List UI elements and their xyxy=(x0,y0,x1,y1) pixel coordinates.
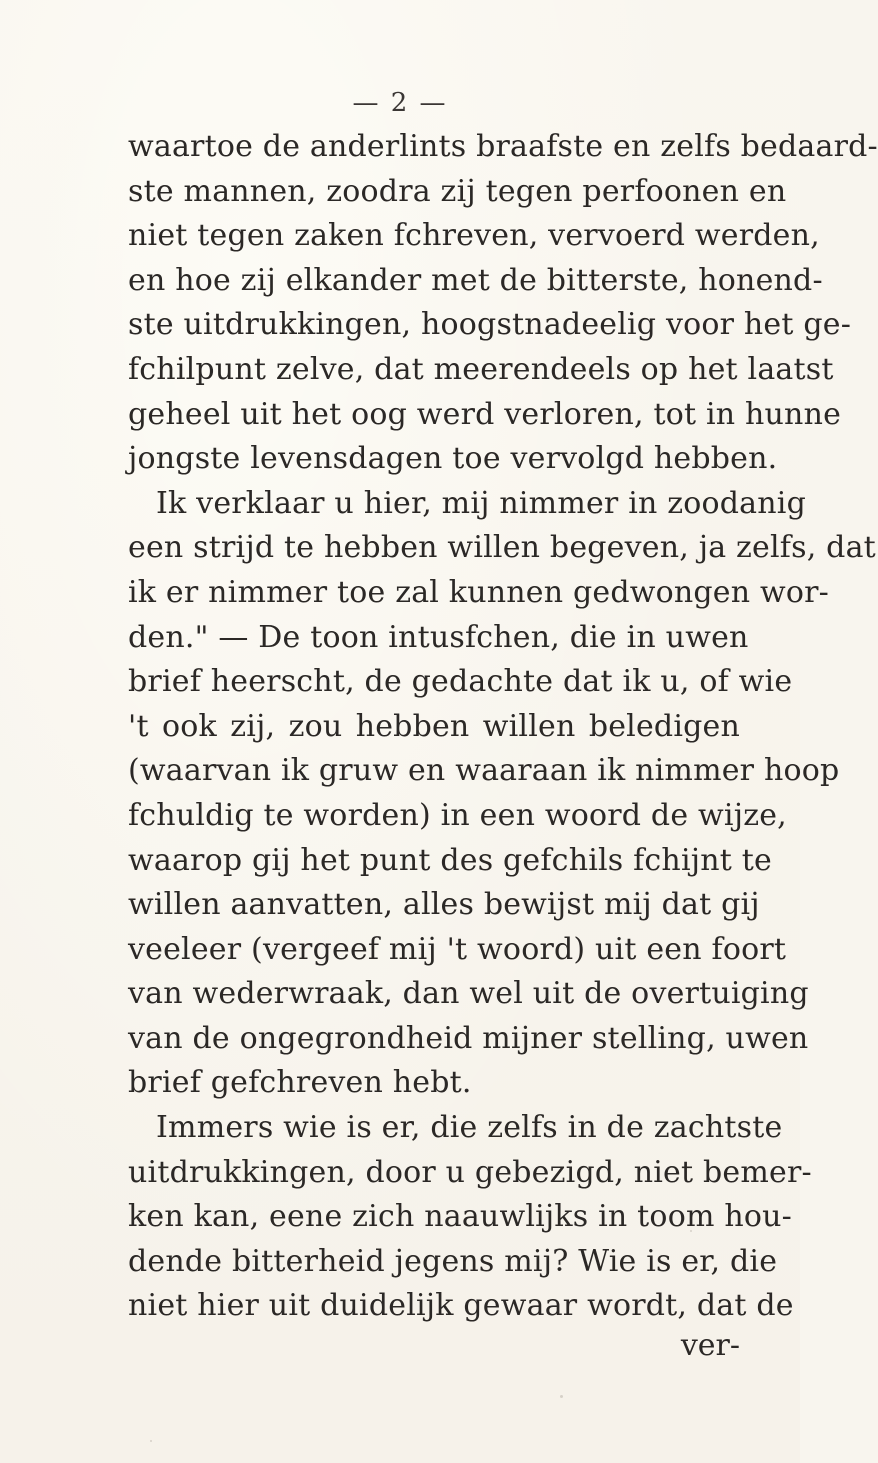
paper-speck xyxy=(560,1395,563,1398)
catchword: ver- xyxy=(680,1328,740,1363)
text-line: geheel uit het oog werd verloren, tot in hunne xyxy=(128,396,842,432)
text-line: niet tegen zaken fchreven, vervoerd werden, xyxy=(128,218,820,254)
paragraph-start-line: Ik verklaar u hier, mij nimmer in zoodanig xyxy=(156,485,806,521)
text-line: fchilpunt zelve, dat meerendeels op het laatst xyxy=(128,351,834,387)
paper-speck xyxy=(150,1440,152,1442)
text-line: 't ook zij, zou hebben willen beledigen xyxy=(128,708,740,744)
text-line: van de ongegrondheid mijner stelling, uwen xyxy=(128,1020,809,1056)
text-line: fchuldig te worden) in een woord de wijze, xyxy=(128,797,787,833)
text-line: en hoe zij elkander met de bitterste, honend- xyxy=(128,262,823,298)
text-line: ste mannen, zoodra zij tegen perfoonen en xyxy=(128,173,787,209)
text-line: uitdrukkingen, door u gebezigd, niet bemer- xyxy=(128,1154,812,1190)
text-line: niet hier uit duidelijk gewaar wordt, dat de xyxy=(128,1288,794,1324)
text-line: ste uitdrukkingen, hoogstnadeelig voor het ge- xyxy=(128,307,852,343)
text-line: den." — De toon intusfchen, die in uwen xyxy=(128,619,749,655)
text-line: ken kan, eene zich naauwlijks in toom hou- xyxy=(128,1199,792,1235)
text-line: (waarvan ik gruw en waaraan ik nimmer hoop xyxy=(128,753,840,789)
text-line: van wederwraak, dan wel uit de overtuiging xyxy=(128,976,809,1012)
text-line: willen aanvatten, alles bewijst mij dat gij xyxy=(128,887,760,923)
text-line: dende bitterheid jegens mij? Wie is er, die xyxy=(128,1243,778,1279)
paper-speck xyxy=(690,1230,692,1232)
text-line: veeleer (vergeef mij 't woord) uit een foort xyxy=(128,931,787,967)
text-line: brief heerscht, de gedachte dat ik u, of wie xyxy=(128,664,793,700)
text-line: jongste levensdagen toe vervolgd hebben. xyxy=(128,441,778,477)
paragraph-start-line: Immers wie is er, die zelfs in de zachtste xyxy=(156,1110,783,1146)
text-line: waartoe de anderlints braafste en zelfs bedaard- xyxy=(128,129,878,164)
body-text xyxy=(128,125,878,1329)
text-line: waarop gij het punt des gefchils fchijnt te xyxy=(128,842,772,878)
text-line: brief gefchreven hebt. xyxy=(128,1065,472,1101)
text-line: ik er nimmer toe zal kunnen gedwongen wor- xyxy=(128,574,830,610)
page-number: — 2 — xyxy=(352,88,448,118)
text-line: een strijd te hebben willen begeven, ja zelfs, dat xyxy=(128,530,876,566)
